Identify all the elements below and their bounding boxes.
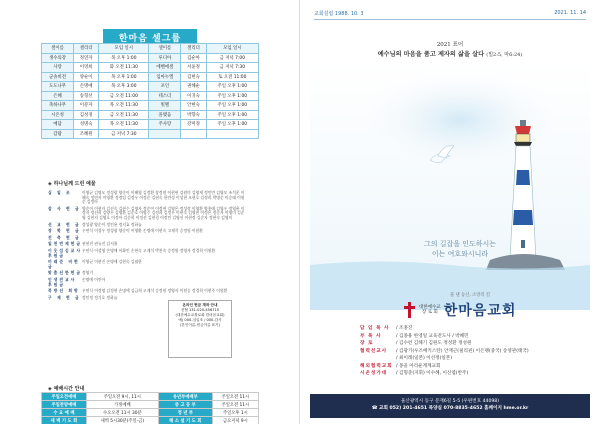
staff-names: / 김형준(지휘) 이수혜, 이신엽(반주) bbox=[396, 371, 469, 376]
cell-group-value: 은혜 bbox=[42, 91, 74, 101]
offering-label: 선 교 헌 금 bbox=[48, 221, 81, 227]
service-row bbox=[42, 417, 259, 424]
offering-names: 권현진 권유진 김서율 bbox=[82, 241, 118, 247]
service-name: 수 요 예 배 bbox=[42, 409, 87, 417]
cell-group-value: 안현숙 bbox=[181, 101, 206, 111]
cell-group-value: 시온성 bbox=[42, 110, 74, 120]
staff-role: 해외협력교회 bbox=[360, 363, 393, 369]
service-time: 수요오전 11시 30분 bbox=[86, 409, 158, 417]
service-time: 주일오전 9시, 11시 bbox=[86, 393, 158, 401]
cell-group-value: 도도나무 bbox=[42, 82, 74, 92]
staff-names: / 김종용 한영일 교육전도사 / 박혜민 bbox=[396, 333, 469, 339]
service-row bbox=[42, 409, 259, 417]
offering-row bbox=[48, 207, 248, 221]
staff-row bbox=[360, 363, 560, 371]
staff-names: / 김수련 김해기 김원도 정성환 정성원 bbox=[396, 341, 472, 346]
offering-names: 정인정 정기호 정하늘 bbox=[82, 294, 118, 300]
cell-group-value: 금 오전 11:00 bbox=[99, 91, 149, 101]
church-address-footer bbox=[310, 394, 590, 418]
staff-names: / 김광기(우즈베키스탄) 안재근(필리핀) 이은맹(중국) 송영관(태국) bbox=[396, 348, 529, 354]
bulletin-header bbox=[314, 10, 586, 20]
cell-group-value: 송형선 bbox=[74, 91, 99, 101]
cell-group-value: 토 오전 11:00 bbox=[206, 72, 258, 82]
cell-group-value: 축하나무 bbox=[42, 101, 74, 111]
cell-group-value: 권혜순 bbox=[181, 82, 206, 92]
cell-group-row bbox=[42, 91, 259, 101]
staff-list bbox=[360, 325, 560, 378]
cell-group-value: 손명애 bbox=[74, 82, 99, 92]
service-name: 중 고 등 부 bbox=[158, 401, 212, 409]
offering-label: 일천번제헌금 bbox=[48, 241, 83, 247]
cell-group-row bbox=[42, 72, 259, 82]
offering-label: 구 제 헌 금 bbox=[48, 294, 81, 300]
offering-names: 우연식 이정영 김정현 손명애 김금희 고재석 승정원 정영자 이원승 정경희 이현주 이원환 bbox=[82, 288, 228, 294]
staff-role: 시온성가대 bbox=[360, 371, 388, 376]
cell-group-value: 금 오전 11:30 bbox=[99, 110, 149, 120]
offering-row bbox=[48, 242, 248, 247]
cell-group-value: 목 오후 1:00 bbox=[99, 53, 149, 63]
offering-label: 미래준 비헌금 bbox=[48, 259, 80, 269]
service-name: 주일오전예배 bbox=[42, 393, 87, 401]
staff-names: / 조홍진 bbox=[396, 326, 413, 331]
theme-text: 예수님의 마음을 품고 제자의 삶을 살다 (빌2:5, 마6:24) bbox=[377, 51, 523, 58]
theme-year: 2021 표어 bbox=[436, 42, 464, 48]
service-name: 새 벽 기 도 회 bbox=[42, 417, 87, 424]
cell-group-value: 주일 오후 1:00 bbox=[206, 82, 258, 92]
offering-row bbox=[48, 271, 248, 276]
service-time: 주일오전 11시 bbox=[212, 393, 258, 401]
offering-names: 정영기 bbox=[82, 270, 94, 276]
staff-row bbox=[360, 340, 560, 348]
cell-group-row bbox=[42, 120, 259, 130]
offering-label: 장 학 헌 금 bbox=[48, 228, 81, 234]
cell-group-value: 에벤에셀 bbox=[149, 63, 181, 73]
header-cell: 셀리더 bbox=[74, 44, 99, 54]
info-line: (본인이름-헌금이름 표기) bbox=[180, 323, 220, 327]
service-time: 새벽 5시30분(주일-금) bbox=[86, 417, 158, 424]
cell-group-value: 루디아 bbox=[149, 53, 181, 63]
cell-group-row bbox=[42, 82, 259, 92]
cell-group-value: 양순이 bbox=[74, 72, 99, 82]
cell-group-value: 금 저녁 7:00 bbox=[206, 53, 258, 63]
church-logo bbox=[404, 300, 516, 320]
staff-row bbox=[360, 325, 560, 333]
church-slogan: 물 댄 동산, 소망의 길 bbox=[450, 293, 491, 298]
founding-date: 교회설립 1988. 10. 3 bbox=[314, 11, 364, 17]
header-cell: 모임 일시 bbox=[206, 44, 258, 54]
cell-group-value: 목 오전 11:30 bbox=[99, 101, 149, 111]
staff-role: 부 목 사 bbox=[360, 333, 382, 339]
service-name: 청 년 부 bbox=[158, 409, 212, 417]
overlay-verse-1: 그의 길잡을 인도하시는 bbox=[423, 240, 497, 248]
cell-group-value: 주사랑 bbox=[149, 120, 181, 130]
staff-names: / 최이레(일본) 이선정(일본) bbox=[396, 356, 453, 361]
address: 울산광역시 동구 문재6길 5-5 (우편번호 44098) bbox=[400, 399, 500, 404]
info-line: 예) 000-십일조 / 000-감사 bbox=[178, 318, 222, 322]
cell-group-row bbox=[42, 129, 259, 139]
header-cell: 셀이름 bbox=[149, 44, 181, 54]
cell-group-title: 한마음 셀그룹 bbox=[0, 26, 300, 46]
cell-group-value: 임마누엘 bbox=[149, 72, 181, 82]
cell-group-value: 박향숙 bbox=[181, 110, 206, 120]
offering-label: 인생전교사 후원금 bbox=[48, 276, 77, 287]
staff-role bbox=[360, 355, 396, 363]
offering-row bbox=[48, 260, 248, 269]
cell-group-value: 금 저녁 7:30 bbox=[206, 63, 258, 73]
cell-group-value: 올맺음 bbox=[149, 110, 181, 120]
cell-group-value bbox=[181, 129, 206, 139]
cell-group-value: 목 오전 11:30 bbox=[99, 120, 149, 130]
service-time: 금요저녁 9시 bbox=[212, 417, 258, 424]
online-offering-box bbox=[168, 300, 232, 358]
offering-row bbox=[48, 236, 248, 241]
offering-label: 맞춤선한헌금 bbox=[48, 270, 83, 276]
header-cell: 셀리더 bbox=[181, 44, 206, 54]
offering-label: 건 축 헌 금 bbox=[48, 234, 81, 240]
cell-group-value: 사랑 bbox=[42, 63, 74, 73]
service-time: 주일오후 1시 bbox=[212, 409, 258, 417]
staff-role: 담 임 목 사 bbox=[360, 326, 390, 331]
cell-group-value: 김성경 bbox=[74, 110, 99, 120]
cell-group-value: 목 오후 1:00 bbox=[99, 72, 149, 82]
lighthouse-illustration bbox=[310, 60, 590, 310]
cell-group-value: 빛멜 bbox=[149, 101, 181, 111]
cell-group-value: 조혜원 bbox=[74, 129, 99, 139]
cell-group-row bbox=[42, 63, 259, 73]
staff-row bbox=[360, 348, 560, 356]
offering-title: ◈ 하나님께 드린 예물 bbox=[48, 181, 96, 187]
bulletin-date: 2021. 11. 14 bbox=[554, 10, 586, 16]
cell-group-row bbox=[42, 101, 259, 111]
cell-group-value: 감람 bbox=[42, 129, 74, 139]
staff-names: / 몽골 아리운계계교회 bbox=[396, 363, 441, 369]
service-name: 주일찬양예배 bbox=[42, 401, 87, 409]
staff-role: 장 로 bbox=[360, 341, 374, 346]
cell-group-value: 주일 오후 1:00 bbox=[206, 101, 258, 111]
denomination: 대한예수교 장 로 회 bbox=[419, 304, 441, 315]
cell-table-header bbox=[42, 44, 259, 54]
service-times-table bbox=[41, 392, 259, 424]
offering-names: 이영균 이현진 손명애 김현숙 김필한 bbox=[82, 259, 142, 265]
cell-group-value: 이영희 bbox=[74, 63, 99, 73]
offering-label: 감 사 헌 금 bbox=[48, 205, 81, 211]
service-name: 해 소 설 기 도 회 bbox=[158, 417, 212, 424]
year-theme bbox=[300, 40, 600, 58]
info-line: 신협 131-020-456715 bbox=[180, 308, 220, 312]
overlay-verse-2: 이는 여호와시니라 bbox=[431, 250, 489, 258]
offering-row bbox=[48, 223, 248, 228]
cell-group-value: 김순아 bbox=[181, 53, 206, 63]
theme-reference: (빌2:5, 마6:24) bbox=[486, 52, 523, 58]
offering-row bbox=[48, 229, 248, 234]
offering-list bbox=[48, 180, 248, 302]
service-name: 유년부예배부 bbox=[158, 393, 212, 401]
contact-info: ☎ 교회 052) 201-4651 목양실 070-8835-4652 홈페이지 hme.or.kr bbox=[371, 406, 529, 411]
offering-names: 양순이 이현자 김선숙 김현수 김영자 정순이 이정현 김영은 정성정 이영환 양홍애 김영우 정영윤 이정자 정선희 김양우 김영환 김순호 이영수 김정희 김정우 이현숙 김영현 이정은 정순자 이영미 김순영 김현지 김영호 이정아 김순희 이정선 김현경 이정민 김영선 이현정 김순자 정현숙 김영미 bbox=[82, 205, 245, 220]
cross-icon bbox=[404, 302, 416, 318]
info-line: (대한예수교장로회 한마음교회) bbox=[175, 313, 225, 317]
cell-group-value: 목 오후 3:00 bbox=[99, 82, 149, 92]
offering-names: 우연식 이성우 정성광 양순이 이영환 손명애 이현숙 고재석 승정원 이원환 bbox=[82, 228, 203, 234]
cell-group-value: 정연자 bbox=[74, 53, 99, 63]
cell-group-value: 이분자 bbox=[74, 101, 99, 111]
offering-row bbox=[48, 278, 248, 287]
offering-label: 십 일 조 bbox=[48, 190, 72, 195]
cell-group-value: 예담 bbox=[42, 120, 74, 130]
cell-group-value: 주일 오후 1:00 bbox=[206, 110, 258, 120]
staff-role: 협력선교사 bbox=[360, 348, 388, 354]
cell-group-table bbox=[41, 43, 259, 139]
staff-row bbox=[360, 370, 560, 378]
cell-group-value: 이귀숙 bbox=[181, 91, 206, 101]
cell-group-value: 주일 오후 1:00 bbox=[206, 120, 258, 130]
cell-group-value: 주일 오후 1:00 bbox=[206, 91, 258, 101]
cell-group-value: 화 오전 11:30 bbox=[99, 63, 149, 73]
cell-group-value: 포인 bbox=[149, 82, 181, 92]
cell-group-value bbox=[149, 129, 181, 139]
cell-group-value: 성명숙 bbox=[74, 120, 99, 130]
offering-names bbox=[82, 236, 248, 241]
cell-group-value: 테스더 bbox=[149, 91, 181, 101]
cell-group-row bbox=[42, 53, 259, 63]
offering-label: 이웃섬김교사 후원금 bbox=[48, 247, 83, 258]
cell-group-value bbox=[206, 129, 258, 139]
offering-names: 우연식 이성영 손명애 이화인 손현숙 고재석 박찬숙 승정원 정영자 정경희 이원환 bbox=[82, 247, 216, 253]
header-cell: 모임 일시 bbox=[99, 44, 149, 54]
service-row bbox=[42, 393, 259, 401]
offering-names: 정성광 양순이 정인용 정지효 정하늘 bbox=[82, 221, 142, 227]
online-offering-title: 온라인 헌금 계좌 안내 bbox=[182, 303, 218, 307]
offering-names: 이영균 김명오 정성광 양순이 이해영 김정환 장정원 이현현 김원미 김영재 정인만 김영모 조석운 이혜숙 정연자 이영환 정정임 김정우 이정준 김현숙 한만성 이성현 오현호 김정희 박명순 이승태 이원순 김정아 bbox=[82, 190, 245, 205]
cell-group-value: 김현숙 bbox=[181, 72, 206, 82]
offering-row bbox=[48, 249, 248, 258]
cell-group-value: 강미경 bbox=[181, 120, 206, 130]
staff-row bbox=[360, 355, 560, 363]
cell-group-row bbox=[42, 110, 259, 120]
service-times-title: ◈ 예배시간 안내 bbox=[48, 386, 85, 392]
offering-label: 북방선 회방 bbox=[48, 288, 80, 294]
service-time: 주일오전 11시 bbox=[212, 401, 258, 409]
right-panel bbox=[300, 0, 600, 424]
service-time: 가정예배 bbox=[86, 401, 158, 409]
service-row bbox=[42, 401, 259, 409]
church-name: 한마음교회 bbox=[443, 303, 517, 319]
cell-group-value: 금 저녁 7:30 bbox=[99, 129, 149, 139]
cell-group-value: 서윤정 bbox=[181, 63, 206, 73]
offering-names: 손명애 이인아 bbox=[82, 276, 106, 282]
offering-row bbox=[48, 289, 248, 294]
staff-row bbox=[360, 333, 560, 341]
offering-row bbox=[48, 191, 248, 205]
header-cell: 셀이름 bbox=[42, 44, 74, 54]
cell-group-value: 생수의강 bbox=[42, 53, 74, 63]
cell-group-value: 군솔비전 bbox=[42, 72, 74, 82]
